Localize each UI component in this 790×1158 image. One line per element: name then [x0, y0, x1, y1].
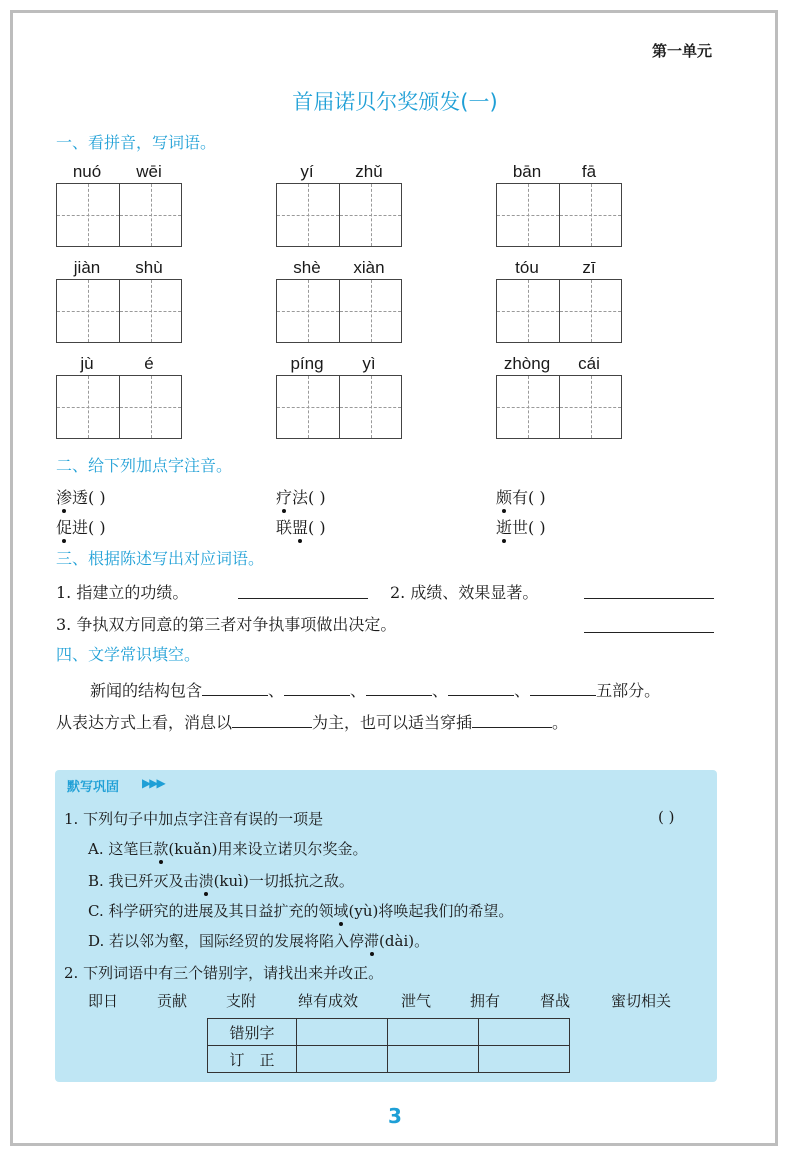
writing-cell[interactable] — [119, 280, 181, 342]
dotted-char: 逝 — [496, 518, 513, 537]
writing-cell[interactable] — [559, 280, 621, 342]
pinyin-label: cái — [578, 354, 600, 373]
writing-cell[interactable] — [339, 184, 401, 246]
phonetic-item — [496, 485, 546, 508]
pinyin-label: shù — [135, 258, 163, 277]
phonetic-item — [496, 515, 546, 538]
table-cell[interactable] — [388, 1019, 479, 1046]
pinyin-label: píng — [290, 354, 324, 373]
pinyin-label: xiàn — [353, 258, 385, 277]
question-2: 2. 成绩、效果显著。 — [390, 583, 539, 602]
section2-heading: 二、给下列加点字注音。 — [56, 456, 233, 475]
pinyin-label: tóu — [515, 258, 539, 277]
pinyin-label: yì — [362, 354, 376, 373]
phonetic-item — [276, 515, 326, 538]
pinyin-label: nuó — [72, 162, 102, 181]
word-item: 督战 — [540, 992, 571, 1010]
writing-grid — [276, 375, 402, 439]
panel-title: 默写巩固 — [67, 780, 120, 795]
section3-heading: 三、根据陈述写出对应词语。 — [56, 549, 265, 568]
separator: 、 — [350, 681, 367, 700]
writing-cell[interactable] — [277, 376, 339, 438]
dotted-char: 疗 — [276, 488, 293, 507]
answer-blank[interactable]: ( ) — [88, 488, 106, 507]
arrow-icon: ▶▶▶ — [142, 776, 164, 790]
dotted-char: 滞 — [364, 932, 380, 950]
writing-cell[interactable] — [559, 184, 621, 246]
pinyin-label: yí — [300, 162, 314, 181]
table-cell[interactable] — [297, 1046, 388, 1073]
answer-blank[interactable]: ( ) — [308, 488, 326, 507]
writing-cell[interactable] — [119, 184, 181, 246]
writing-cell[interactable] — [277, 280, 339, 342]
fill-blank[interactable] — [448, 695, 514, 696]
phonetic-item — [56, 485, 106, 508]
pinyin-label: shè — [293, 258, 321, 277]
pinyin-label: zhòng — [503, 354, 551, 373]
writing-cell[interactable] — [339, 280, 401, 342]
section4-heading: 四、文学常识填空。 — [56, 645, 201, 664]
pinyin-label: é — [144, 354, 154, 373]
answer-line[interactable] — [238, 598, 368, 599]
answer-blank[interactable]: ( ) — [528, 488, 546, 507]
fill-blank[interactable] — [284, 695, 350, 696]
table-cell[interactable] — [297, 1019, 388, 1046]
pinyin-label: jiàn — [73, 258, 101, 277]
table-row-label: 错别字 — [208, 1019, 297, 1046]
writing-cell[interactable] — [119, 376, 181, 438]
writing-grid — [496, 279, 622, 343]
word-item: 蜜切相关 — [611, 992, 672, 1010]
text: (yù)将唤起我们的希望。 — [348, 902, 514, 920]
pinyin-label: wēi — [136, 162, 162, 181]
writing-cell[interactable] — [57, 184, 119, 246]
writing-cell[interactable] — [497, 280, 559, 342]
separator: 、 — [268, 681, 285, 700]
answer-blank[interactable]: ( ) — [88, 518, 106, 537]
writing-grid — [496, 183, 622, 247]
word-item: 拥有 — [470, 992, 501, 1010]
writing-cell[interactable] — [559, 376, 621, 438]
table-cell[interactable] — [479, 1019, 570, 1046]
answer-line[interactable] — [584, 632, 714, 633]
word-item: 绰有成效 — [298, 992, 359, 1010]
dotted-char: 盟 — [292, 518, 309, 537]
pinyin-label: bān — [512, 162, 542, 181]
fill-blank[interactable] — [232, 727, 312, 728]
dotted-char: 促 — [56, 518, 73, 537]
text: (kuǎn)用来设立诺贝尔奖金。 — [168, 840, 368, 858]
text: 新闻的结构包含 — [90, 681, 203, 700]
pinyin-label: zī — [582, 258, 596, 277]
word-item: 即日 — [88, 992, 119, 1010]
fill-blank[interactable] — [202, 695, 268, 696]
literature-line-2 — [56, 710, 568, 733]
writing-cell[interactable] — [57, 376, 119, 438]
writing-cell[interactable] — [497, 376, 559, 438]
panel-question-1: 1. 下列句子中加点字注音有误的一项是 — [64, 810, 324, 828]
writing-grid — [56, 279, 182, 343]
text: D. 若以邻为壑，国际经贸的发展将陷入停 — [88, 932, 365, 950]
writing-cell[interactable] — [497, 184, 559, 246]
answer-paren[interactable]: ( ) — [658, 808, 675, 826]
fill-blank[interactable] — [366, 695, 432, 696]
writing-cell[interactable] — [339, 376, 401, 438]
phonetic-item — [276, 485, 326, 508]
separator: 、 — [514, 681, 531, 700]
pinyin-label: jù — [80, 354, 94, 373]
char: 有 — [512, 488, 529, 507]
literature-line-1 — [90, 678, 660, 701]
table-cell[interactable] — [388, 1046, 479, 1073]
dotted-char: 溃 — [198, 872, 214, 890]
text: 五部分。 — [596, 681, 661, 700]
section1-heading: 一、看拼音，写词语。 — [56, 133, 217, 152]
separator: 、 — [432, 681, 449, 700]
writing-grid — [56, 183, 182, 247]
answer-blank[interactable]: ( ) — [308, 518, 326, 537]
option-b[interactable] — [88, 870, 354, 891]
option-c[interactable] — [88, 900, 513, 921]
text: 从表达方式上看，消息以 — [56, 713, 233, 732]
unit-label: 第一单元 — [652, 42, 713, 60]
page-title: 首届诺贝尔奖颁发(一) — [292, 90, 498, 114]
char: 进 — [72, 518, 89, 537]
word-item: 贡献 — [157, 992, 188, 1010]
text: (kuì)一切抵抗之敌。 — [213, 872, 354, 890]
fill-blank[interactable] — [530, 695, 596, 696]
writing-grid — [56, 375, 182, 439]
char: 透 — [72, 488, 89, 507]
text: C. 科学研究的进展及其日益扩充的领 — [88, 902, 334, 920]
dotted-char: 款 — [153, 840, 169, 858]
text: (dài)。 — [379, 932, 430, 950]
option-d[interactable] — [88, 930, 429, 951]
answer-blank[interactable]: ( ) — [528, 518, 546, 537]
pinyin-label: fā — [581, 162, 597, 181]
question-1: 1. 指建立的功绩。 — [56, 583, 189, 602]
dotted-char: 渗 — [56, 488, 73, 507]
panel-question-2: 2. 下列词语中有三个错别字，请找出来并改正。 — [64, 964, 384, 982]
word-item: 支附 — [226, 992, 257, 1010]
dotted-char: 域 — [333, 902, 349, 920]
option-a[interactable] — [88, 838, 367, 859]
phonetic-item — [56, 515, 106, 538]
dotted-char: 颇 — [496, 488, 513, 507]
writing-grid — [276, 279, 402, 343]
text: A. 这笔巨 — [88, 840, 154, 858]
char: 世 — [512, 518, 529, 537]
writing-cell[interactable] — [277, 184, 339, 246]
char: 法 — [292, 488, 309, 507]
text: B. 我已歼灭及击 — [88, 872, 199, 890]
answer-line[interactable] — [584, 598, 714, 599]
writing-grid — [276, 183, 402, 247]
writing-cell[interactable] — [57, 280, 119, 342]
correction-table — [207, 1018, 570, 1073]
page-number: 3 — [388, 1104, 402, 1128]
text: 为主，也可以适当穿插 — [312, 713, 473, 732]
table-cell[interactable] — [479, 1046, 570, 1073]
table-row-label: 订 正 — [208, 1046, 297, 1073]
text: 。 — [552, 713, 569, 732]
writing-grid — [496, 375, 622, 439]
char: 联 — [276, 518, 293, 537]
fill-blank[interactable] — [472, 727, 552, 728]
question-3: 3. 争执双方同意的第三者对争执事项做出决定。 — [56, 615, 397, 634]
word-item: 泄气 — [401, 992, 432, 1010]
pinyin-label: zhǔ — [355, 162, 383, 181]
